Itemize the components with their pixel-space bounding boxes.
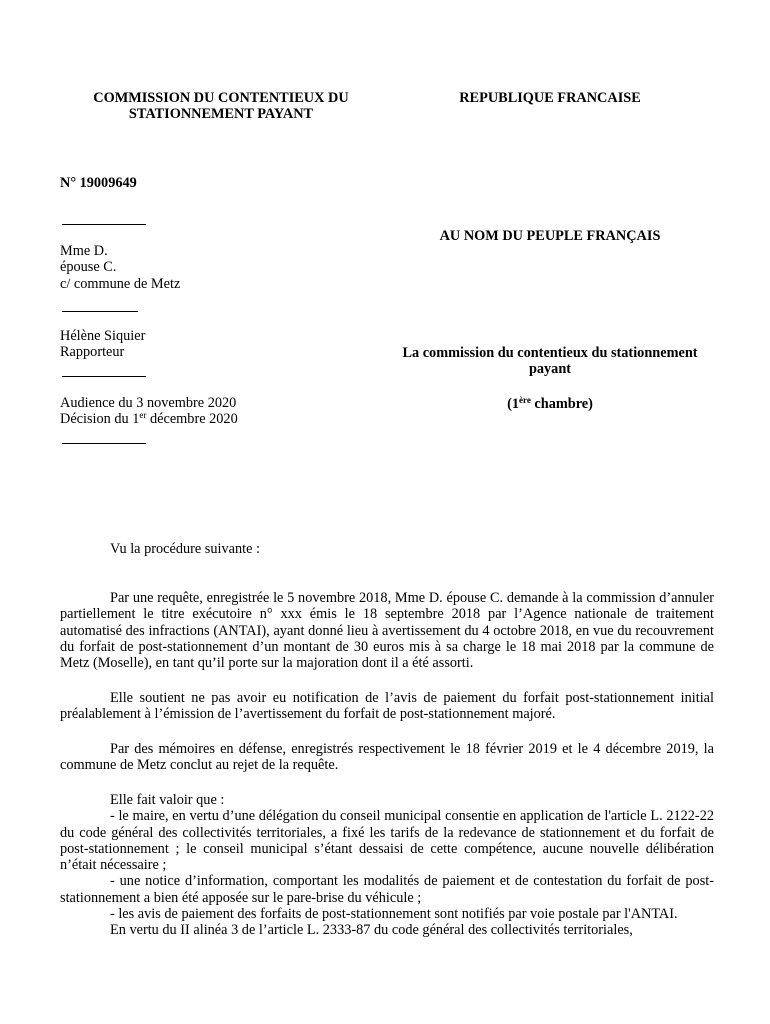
hearing-date: Audience du 3 novembre 2020 <box>60 395 237 411</box>
paragraph-request-text: Par une requête, enregistrée le 5 novembre 2018, Mme D. épouse C. demande à la commission d’annuler partiellement le titre exécutoire n° xxx émis le 18 septembre 2018 par l’Agence nationale de traitement automatisé des infractions (ANTAI), ayant donné lieu à avertissement du 4 octobre 2018, en vue du recouvrement du forfait de post-stationnement d’un montant de 30 euros mis à sa charge le 18 mai 2018 par la commune de Metz (Moselle), en tant qu’il porte sur la majoration dont il a été assorti. <box>60 590 714 672</box>
court-name-line2: payant <box>528 361 572 378</box>
commission-header-line2: STATIONNEMENT PAYANT <box>128 106 314 123</box>
claims-bullet-2: - une notice d’information, comportant les modalités de paiement et de contestation du forfait de post-stationnement a bien été apposée sur le pare-brise du véhicule ; <box>60 873 714 906</box>
claims-bullet-1: - le maire, en vertu d’une délégation du conseil municipal consentie en application de l'article L. 2122-22 du code général des collectivités territoriales, a fixé les tarifs de la redevance de stationnement et du forfait de post-stationnement ; le conseil municipal s’étant dessaisi de cette compétence, aucune nouvelle délibération n’était nécessaire ; <box>60 808 714 874</box>
decision-date-sup: er <box>139 410 147 421</box>
paragraph-argument-text: Elle soutient ne pas avoir eu notification de l’avis de paiement du forfait post-stationnement initial préalablement à l’émission de l’avertissement du forfait de post-stationnement majoré. <box>60 690 714 723</box>
separator-1 <box>62 224 146 225</box>
claims-bullet-3: - les avis de paiement des forfaits de post-stationnement sont notifiés par voie postale par l'ANTAI. <box>110 906 678 923</box>
paragraph-claims <box>60 792 714 939</box>
separator-4 <box>62 443 146 444</box>
separator-2 <box>62 311 138 312</box>
chamber-sup: ère <box>519 395 531 405</box>
paragraph-defense <box>60 741 714 774</box>
paragraph-argument <box>60 690 714 723</box>
chamber <box>400 396 700 412</box>
decision-date-suffix: décembre 2020 <box>146 411 238 428</box>
procedure-intro: Vu la procédure suivante : <box>110 541 260 557</box>
commission-header-line1: COMMISSION DU CONTENTIEUX DU <box>93 90 349 106</box>
party-line-2: épouse C. <box>60 259 117 276</box>
paragraph-defense-text: Par des mémoires en défense, enregistrés respectivement le 18 février 2019 et le 4 décembre 2019, la commune de Metz conclut au rejet de la requête. <box>60 741 714 774</box>
decision-date-prefix: Décision du 1 <box>60 411 140 428</box>
parties-block <box>60 243 180 292</box>
chamber-suffix: chambre) <box>530 396 593 412</box>
republic-header: REPUBLIQUE FRANCAISE <box>459 90 641 106</box>
decision-date <box>60 411 238 427</box>
case-number: N° 19009649 <box>60 175 137 191</box>
court-name-line1: La commission du contentieux du stationnement <box>402 345 698 361</box>
claims-intro: Elle fait valoir que : <box>110 792 225 808</box>
paragraph-request <box>60 590 714 671</box>
rapporteur-role: Rapporteur <box>60 344 125 361</box>
rapporteur-name: Hélène Siquier <box>60 328 146 344</box>
party-line-3: c/ commune de Metz <box>60 275 181 292</box>
chamber-prefix: (1 <box>507 396 519 412</box>
people-title: AU NOM DU PEUPLE FRANÇAIS <box>439 228 661 244</box>
commission-header <box>60 90 382 123</box>
separator-3 <box>62 376 146 377</box>
rapporteur-block <box>60 328 145 361</box>
party-line-1: Mme D. <box>60 243 108 259</box>
court-name <box>370 345 730 378</box>
dates-block <box>60 395 238 428</box>
paragraph-article: En vertu du II alinéa 3 de l’article L. 2333-87 du code général des collectivités territoriales, <box>110 922 633 939</box>
